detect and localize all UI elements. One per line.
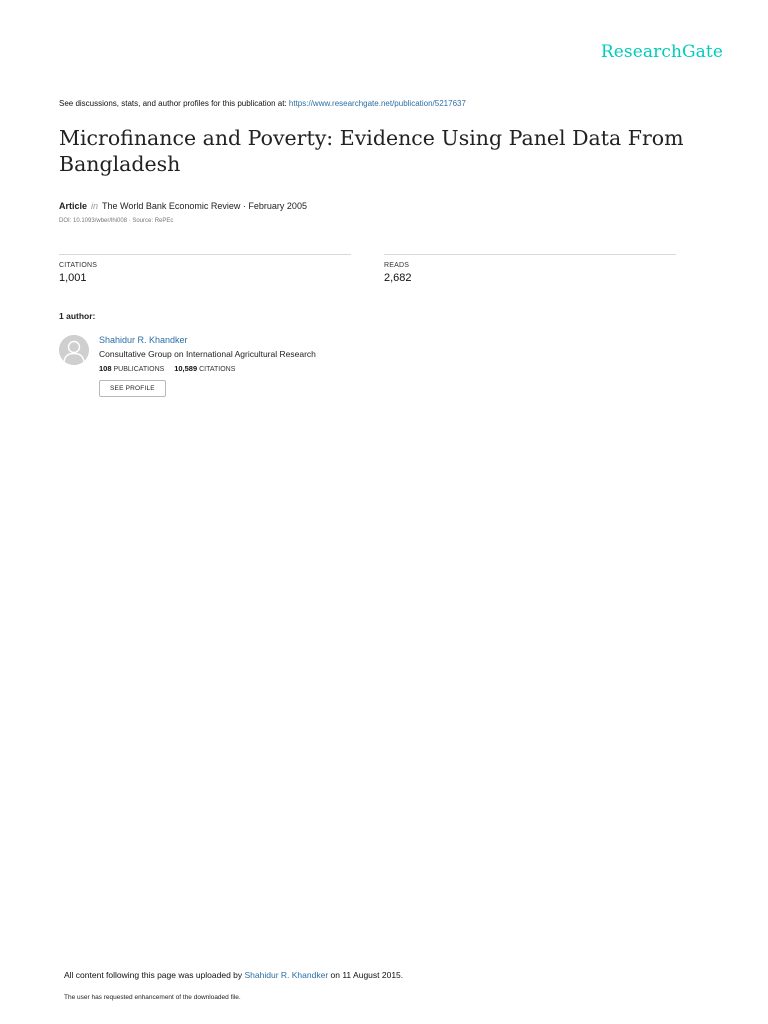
reads-stat — [384, 254, 676, 284]
citations-label: CITATIONS — [59, 262, 98, 269]
author-institution: Consultative Group on International Agricultural Research — [99, 349, 316, 359]
author-citations-label: CITATIONS — [199, 366, 236, 373]
in-word: in — [91, 201, 99, 211]
publication-meta — [59, 201, 307, 211]
uploader-link[interactable]: Shahidur R. Khandker — [244, 970, 329, 980]
upload-suffix: on 11 August 2015. — [328, 970, 404, 980]
citations-value: 1,001 — [59, 272, 87, 284]
see-profile-button[interactable]: SEE PROFILE — [99, 380, 166, 397]
venue-date: The World Bank Economic Review · February 2005 — [102, 201, 307, 211]
author-card — [99, 335, 316, 397]
author-name-link[interactable]: Shahidur R. Khandker — [99, 335, 188, 345]
publication-url-link[interactable]: https://www.researchgate.net/publication/5217637 — [288, 99, 466, 108]
avatar-graphic — [59, 335, 89, 365]
citations-stat — [59, 254, 351, 284]
authors-heading: 1 author: — [59, 311, 96, 321]
publication-source-line — [59, 99, 466, 108]
user-silhouette-icon[interactable] — [59, 335, 89, 365]
see-discussions-text: See discussions, stats, and author profiles for this publication at: — [59, 99, 289, 108]
reads-label: READS — [384, 262, 410, 269]
enhancement-note: The user has requested enhancement of the downloaded file. — [64, 994, 241, 1001]
author-stats — [99, 364, 316, 373]
publication-title: Microfinance and Poverty: Evidence Using Panel Data From Bangladesh — [59, 126, 684, 176]
publication-type: Article — [59, 201, 88, 211]
upload-prefix: All content following this page was uploaded by — [64, 970, 245, 980]
researchgate-logo[interactable]: ResearchGate — [600, 42, 723, 62]
author-publications-label: PUBLICATIONS — [113, 366, 165, 373]
author-citations-count: 10,589 — [174, 364, 198, 373]
doi-source: DOI: 10.1093/wber/lhi008 · Source: RePEc — [59, 218, 174, 224]
reads-value: 2,682 — [384, 272, 412, 284]
author-publications-count: 108 — [99, 364, 112, 373]
upload-info — [64, 970, 403, 980]
